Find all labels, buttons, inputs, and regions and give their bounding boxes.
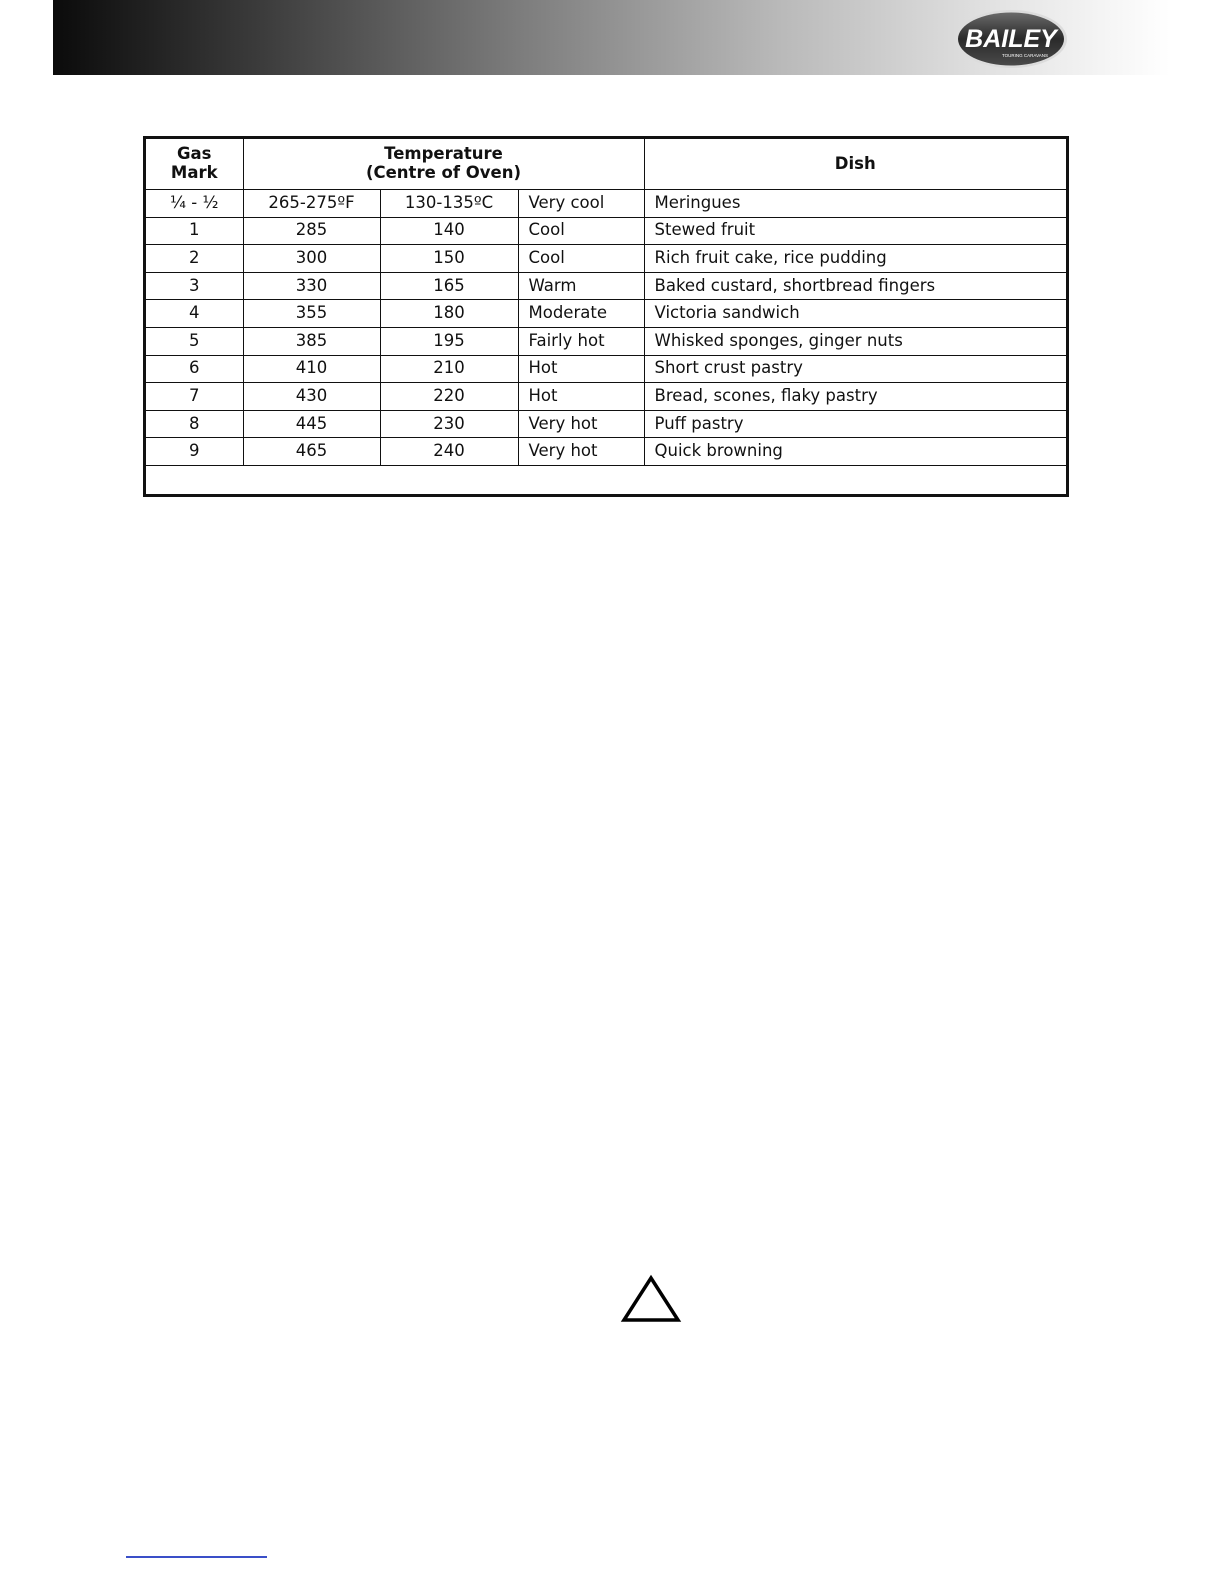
cell-dish: Victoria sandwich — [644, 300, 1066, 328]
cell-heat: Fairly hot — [518, 327, 644, 355]
cell-dish: Stewed fruit — [644, 217, 1066, 245]
logo-tagline: TOURING CARAVANS — [1001, 53, 1049, 58]
cell-fahrenheit: 410 — [243, 355, 380, 383]
cell-fahrenheit: 265-275ºF — [243, 190, 380, 218]
table-filler-row — [146, 465, 1066, 492]
table-row — [146, 383, 1066, 411]
cell-celsius: 180 — [380, 300, 518, 328]
cell-heat: Very hot — [518, 438, 644, 466]
cell-gas-mark: 6 — [146, 355, 243, 383]
header-dish: Dish — [644, 139, 1066, 190]
cell-gas-mark: 8 — [146, 410, 243, 438]
cell-celsius: 165 — [380, 272, 518, 300]
cell-heat: Warm — [518, 272, 644, 300]
cell-celsius: 150 — [380, 245, 518, 273]
cell-gas-mark: 1 — [146, 217, 243, 245]
cell-dish: Rich fruit cake, rice pudding — [644, 245, 1066, 273]
cell-dish: Baked custard, shortbread fingers — [644, 272, 1066, 300]
cell-heat: Cool — [518, 245, 644, 273]
table-row — [146, 217, 1066, 245]
warning-triangle-icon — [620, 1274, 682, 1324]
cell-dish: Bread, scones, flaky pastry — [644, 383, 1066, 411]
header-gas-mark: Gas Mark — [146, 139, 243, 190]
table-row — [146, 355, 1066, 383]
footer-link[interactable] — [126, 1556, 267, 1558]
bailey-logo — [953, 8, 1069, 70]
cell-fahrenheit: 430 — [243, 383, 380, 411]
cell-celsius: 220 — [380, 383, 518, 411]
table-row — [146, 438, 1066, 466]
cell-gas-mark: 2 — [146, 245, 243, 273]
table-header-row — [146, 139, 1066, 190]
cell-gas-mark: 5 — [146, 327, 243, 355]
cell-dish: Meringues — [644, 190, 1066, 218]
table-row — [146, 327, 1066, 355]
cell-fahrenheit: 330 — [243, 272, 380, 300]
cell-heat: Moderate — [518, 300, 644, 328]
logo-wordmark: BAILEY — [965, 25, 1057, 53]
cell-gas-mark: 9 — [146, 438, 243, 466]
table-row — [146, 410, 1066, 438]
cell-heat: Very cool — [518, 190, 644, 218]
cell-heat: Very hot — [518, 410, 644, 438]
cell-celsius: 210 — [380, 355, 518, 383]
table-row — [146, 272, 1066, 300]
cell-fahrenheit: 300 — [243, 245, 380, 273]
cell-gas-mark: 4 — [146, 300, 243, 328]
cell-fahrenheit: 355 — [243, 300, 380, 328]
cell-dish: Short crust pastry — [644, 355, 1066, 383]
cell-dish: Whisked sponges, ginger nuts — [644, 327, 1066, 355]
cell-celsius: 240 — [380, 438, 518, 466]
gas-mark-table — [143, 136, 1069, 497]
cell-heat: Cool — [518, 217, 644, 245]
cell-dish: Quick browning — [644, 438, 1066, 466]
cell-heat: Hot — [518, 355, 644, 383]
cell-heat: Hot — [518, 383, 644, 411]
cell-gas-mark: 7 — [146, 383, 243, 411]
cell-fahrenheit: 445 — [243, 410, 380, 438]
cell-celsius: 140 — [380, 217, 518, 245]
table-row — [146, 300, 1066, 328]
cell-dish: Puff pastry — [644, 410, 1066, 438]
header-temperature: Temperature (Centre of Oven) — [243, 139, 644, 190]
table-row — [146, 190, 1066, 218]
table-row — [146, 245, 1066, 273]
cell-fahrenheit: 465 — [243, 438, 380, 466]
cell-fahrenheit: 385 — [243, 327, 380, 355]
cell-celsius: 130-135ºC — [380, 190, 518, 218]
table-filler-cell — [146, 465, 1066, 492]
cell-fahrenheit: 285 — [243, 217, 380, 245]
cell-celsius: 230 — [380, 410, 518, 438]
cell-gas-mark: 3 — [146, 272, 243, 300]
cell-gas-mark: ¼ - ½ — [146, 190, 243, 218]
cell-celsius: 195 — [380, 327, 518, 355]
